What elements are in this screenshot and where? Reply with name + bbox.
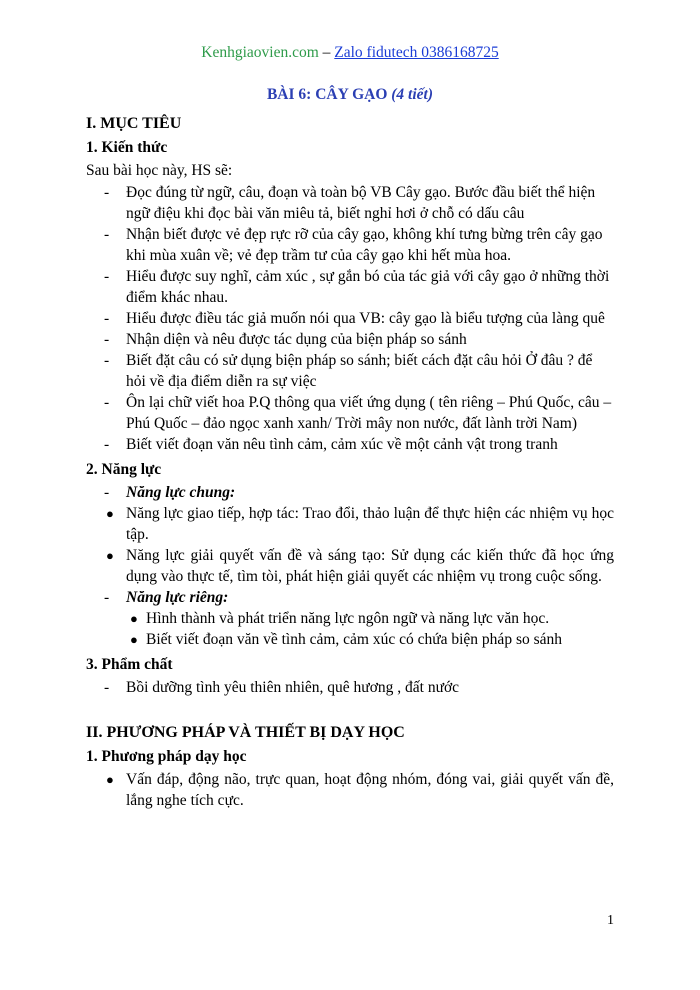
list-item-text: Nhận diện và nêu được tác dụng của biện pháp so sánh [126,331,467,348]
list-item-text: Vấn đáp, động não, trực quan, hoạt động nhóm, đóng vai, giải quyết vấn đề, lắng nghe tích cực. [126,771,614,809]
lesson-title-text: BÀI 6: CÂY GẠO [266,86,392,103]
list-item [86,482,614,503]
list-item [86,329,614,350]
qualities-heading: 3. Phẩm chất [86,656,173,673]
dash-mark: - [104,331,110,348]
site-header [86,42,614,63]
competence-heading: 2. Năng lực [86,461,162,478]
knowledge-intro: Sau bài học này, HS sẽ: [86,162,233,179]
page-number: 1 [607,913,614,928]
list-item [86,545,614,587]
knowledge-heading: 1. Kiến thức [86,139,168,156]
section-objectives-heading: I. MỤC TIÊU [86,115,182,132]
list-item [86,350,614,392]
bullet-mark: ● [130,611,138,626]
list-item [86,434,614,455]
dash-mark: - [104,436,110,453]
dash-mark: - [104,184,110,201]
list-item-text: Nhận biết được vẻ đẹp rực rỡ của cây gạo, không khí tưng bừng trên cây gạo khi mùa xuân về; vẻ đẹp trầm tư của cây gạo khi hết mùa hoa. [126,226,603,264]
list-item [86,677,614,698]
dash-mark: - [104,310,110,327]
competence-list [86,482,614,503]
dash-mark: - [104,484,110,501]
list-item [86,392,614,434]
bullet-mark: ● [106,772,114,787]
bullet-mark: ● [130,632,138,647]
knowledge-list [86,182,614,455]
list-item [86,629,614,650]
dash-mark: - [104,226,110,243]
list-item-text: Năng lực giao tiếp, hợp tác: Trao đổi, thảo luận để thực hiện các nhiệm vụ học tập. [126,505,614,543]
dash-mark: - [104,268,110,285]
lesson-title [86,84,614,105]
methods-heading: 1. Phương pháp dạy học [86,748,247,765]
site-link[interactable]: Kenhgiaovien.com [201,44,319,61]
dash-mark: - [104,394,110,411]
list-item [86,224,614,266]
list-item-text: Hình thành và phát triển năng lực ngôn ngữ và năng lực văn học. [146,610,550,627]
lesson-duration: (4 tiết) [391,86,434,103]
list-item-text: Biết viết đoạn văn về tình cảm, cảm xúc có chứa biện pháp so sánh [146,631,563,648]
dash-mark: - [104,589,110,606]
list-item [86,308,614,329]
dash-mark: - [104,352,110,369]
list-item-text: Bồi dưỡng tình yêu thiên nhiên, quê hương , đất nước [126,679,460,696]
competence-list-specific [86,587,614,608]
list-item-text: Biết đặt câu có sử dụng biện pháp so sánh; biết cách đặt câu hỏi Ở đâu ? để hỏi về địa điểm diễn ra sự việc [126,352,593,390]
header-separator: – [318,44,335,61]
list-item [86,608,614,629]
general-competence-label: Năng lực chung: [126,484,236,501]
dash-mark: - [104,679,110,696]
list-item [86,587,614,608]
list-item-text: Hiểu được suy nghĩ, cảm xúc , sự gắn bó của tác giả với cây gạo ở những thời điểm khác nhau. [126,268,610,306]
list-item [86,266,614,308]
specific-competence-label: Năng lực riêng: [126,589,229,606]
list-item-text: Năng lực giải quyết vấn đề và sáng tạo: Sử dụng các kiến thức đã học ứng dụng vào thực tế, tìm tòi, phát hiện giải quyết các nhiệm vụ trong cuộc sống. [126,547,614,585]
list-item-text: Hiểu được điều tác giả muốn nói qua VB: cây gạo là biểu tượng của làng quê [126,310,605,327]
qualities-list [86,677,614,698]
general-competence-list [86,503,614,587]
bullet-mark: ● [106,548,114,563]
section-methods-heading: II. PHƯƠNG PHÁP VÀ THIẾT BỊ DẠY HỌC [86,724,405,741]
bullet-mark: ● [106,506,114,521]
list-item [86,769,614,811]
list-item [86,182,614,224]
list-item-text: Ôn lại chữ viết hoa P.Q thông qua viết ứng dụng ( tên riêng – Phú Quốc, câu – Phú Quốc – đảo ngọc xanh xanh/ Trời mây non nước, đất lành trời Nam) [126,394,612,432]
list-item [86,503,614,545]
specific-competence-list [86,608,614,650]
list-item-text: Biết viết đoạn văn nêu tình cảm, cảm xúc về một cảnh vật trong tranh [126,436,558,453]
list-item-text: Đọc đúng từ ngữ, câu, đoạn và toàn bộ VB Cây gạo. Bước đầu biết thể hiện ngữ điệu khi đọc bài văn miêu tả, biết nghỉ hơi ở chỗ có dấu câu [126,184,596,222]
methods-list [86,769,614,811]
contact-link[interactable]: Zalo fidutech 0386168725 [334,44,499,61]
